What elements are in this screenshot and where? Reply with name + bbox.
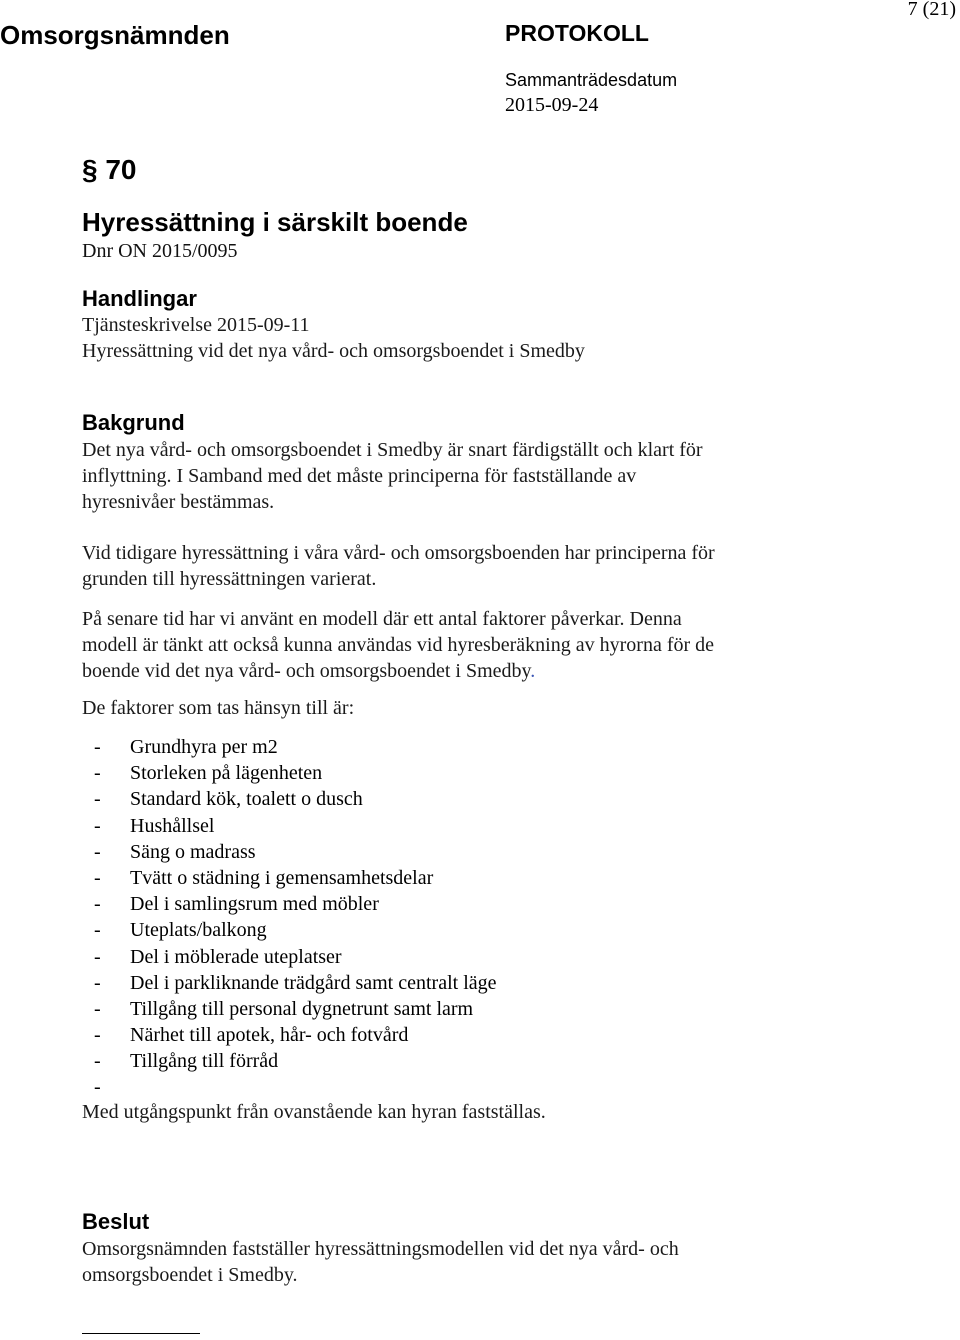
list-item-text: Del i möblerade uteplatser (130, 945, 342, 968)
list-item (94, 734, 497, 760)
document-type: PROTOKOLL (505, 20, 649, 46)
period-mark: . (530, 660, 536, 682)
beslut-heading: Beslut (82, 1209, 150, 1234)
list-item-text: Tvätt o städning i gemensamhetsdelar (130, 866, 434, 889)
list-dash: - (94, 971, 101, 994)
section-title: Hyressättning i särskilt boende (82, 207, 468, 237)
list-item-text: Närhet till apotek, hår- och fotvård (130, 1024, 409, 1047)
list-item-text: Standard kök, toalett o dusch (130, 788, 363, 811)
meeting-date-label: Sammanträdesdatum (505, 70, 678, 90)
list-item-text: Tillgång till personal dygnetrunt samt larm (130, 997, 474, 1020)
list-item-text: Grundhyra per m2 (130, 736, 278, 758)
paragraph-text: boende vid det nya vård- och omsorgsboendet i Smedby (82, 660, 531, 682)
list-dash: - (94, 866, 101, 889)
decision-line: omsorgsboendet i Smedby. (82, 1264, 298, 1286)
list-item-text: Storleken på lägenheten (130, 762, 323, 785)
handlingar-item: Tjänsteskrivelse 2015-09-11 (82, 314, 310, 336)
list-item (94, 865, 497, 891)
reference-number: Dnr ON 2015/0095 (82, 240, 238, 262)
paragraph-line: inflyttning. I Samband med det måste principerna för fastställande av (82, 465, 637, 487)
list-dash: - (94, 919, 101, 942)
list-dash: - (94, 840, 101, 863)
list-item (94, 786, 497, 812)
paragraph-line: Vid tidigare hyressättning i våra vård- och omsorgsboenden har principerna för (82, 542, 715, 564)
list-item (94, 839, 497, 865)
list-item-text: Hushållsel (130, 814, 215, 837)
list-item-text: Del i samlingsrum med möbler (130, 893, 379, 916)
list-dash: - (94, 1024, 101, 1047)
list-dash: - (94, 814, 101, 837)
paragraph-line: Det nya vård- och omsorgsboendet i Smedby är snart färdigställt och klart för (82, 439, 703, 461)
organization-name: Omsorgsnämnden (0, 20, 230, 50)
list-dash: - (94, 1050, 101, 1073)
list-item-text: Del i parkliknande trädgård samt centralt läge (130, 971, 497, 994)
list-dash: - (94, 788, 101, 811)
paragraph-line-last (82, 658, 535, 684)
list-item (94, 1022, 497, 1048)
list-item-text: Tillgång till förråd (130, 1050, 279, 1073)
list-item (94, 813, 497, 839)
factor-list (94, 734, 497, 1099)
paragraph-number: § 70 (82, 154, 137, 185)
list-item (94, 1048, 497, 1074)
list-dash: - (94, 945, 101, 968)
list-item (94, 891, 497, 917)
list-item (94, 760, 497, 786)
handlingar-heading: Handlingar (82, 286, 197, 311)
page-number: 7 (21) (907, 0, 956, 20)
handlingar-item: Hyressättning vid det nya vård- och omsorgsboendet i Smedby (82, 340, 585, 362)
list-item (94, 970, 497, 996)
paragraph-line: grunden till hyressättningen varierat. (82, 568, 377, 590)
list-item (94, 1074, 497, 1099)
factors-intro: De faktorer som tas hänsyn till är: (82, 697, 355, 719)
list-dash: - (94, 1076, 101, 1099)
list-dash: - (94, 762, 101, 785)
list-item (94, 917, 497, 943)
list-dash: - (94, 997, 101, 1020)
paragraph-line: hyresnivåer bestämmas. (82, 491, 275, 513)
decision-line: Omsorgsnämnden fastställer hyressättningsmodellen vid det nya vård- och (82, 1238, 679, 1260)
bakgrund-heading: Bakgrund (82, 410, 185, 435)
paragraph-line: På senare tid har vi använt en modell där ett antal faktorer påverkar. Denna (82, 608, 682, 630)
list-item (94, 944, 497, 970)
paragraph-line: modell är tänkt att också kunna användas vid hyresberäkning av hyrorna för de (82, 634, 715, 656)
list-item-text: Säng o madrass (130, 840, 256, 863)
list-dash: - (94, 736, 101, 758)
meeting-date: 2015-09-24 (505, 94, 599, 116)
list-item-text: Uteplats/balkong (130, 919, 267, 942)
conclusion-text: Med utgångspunkt från ovanstående kan hyran fastställas. (82, 1101, 546, 1123)
list-item (94, 996, 497, 1022)
list-dash: - (94, 893, 101, 916)
signature-rule (82, 1333, 200, 1334)
